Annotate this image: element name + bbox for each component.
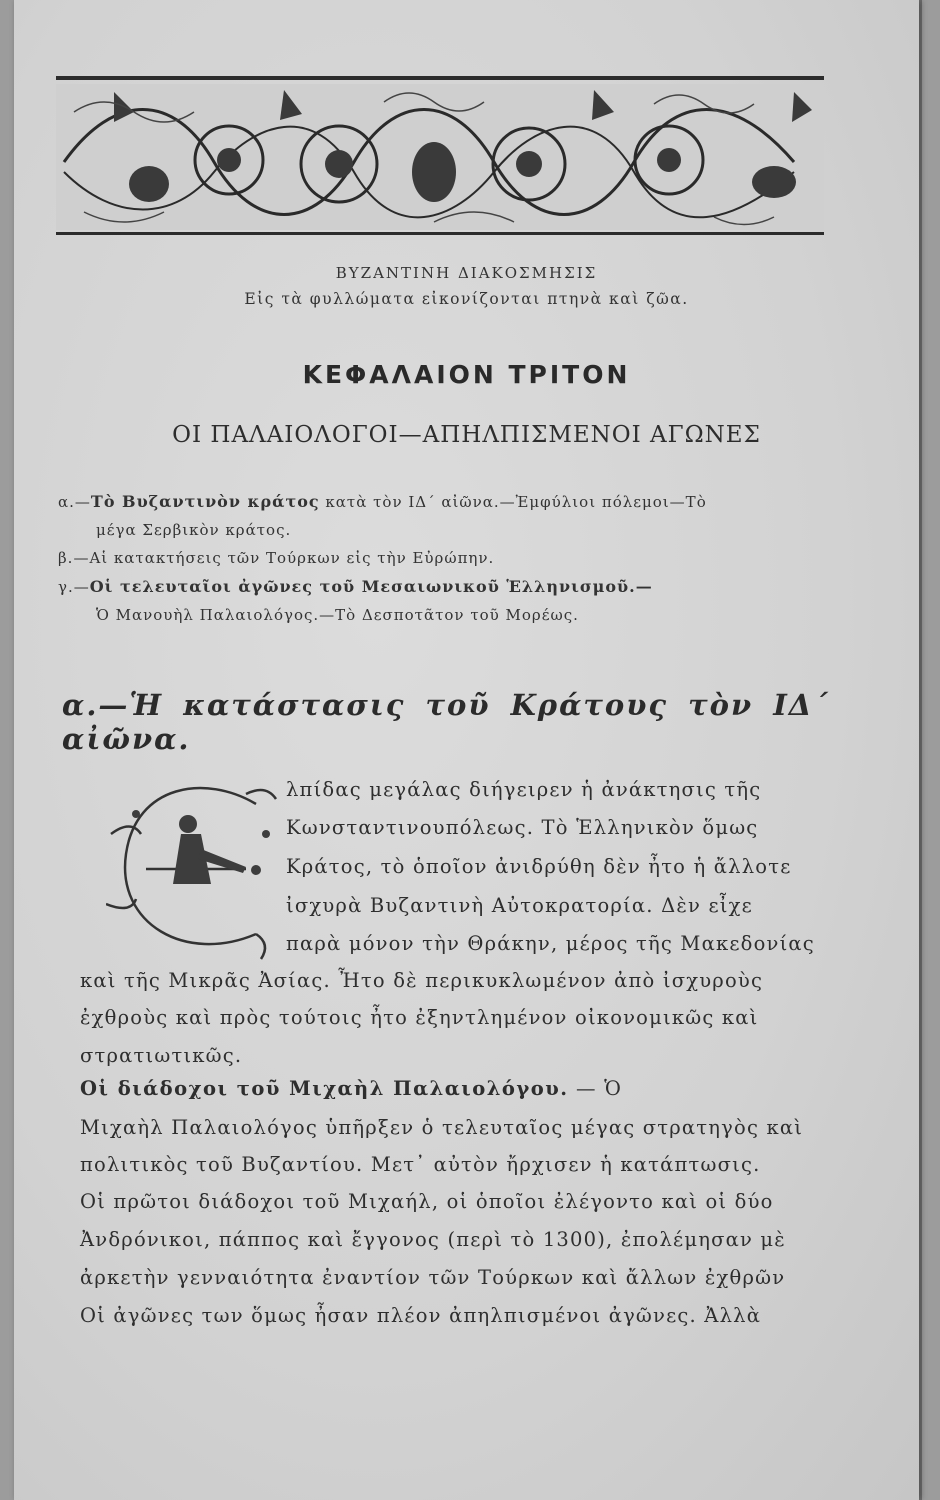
toc-item-c-marker: γ.— bbox=[58, 578, 90, 596]
toc-item-a-continued: μέγα Σερβικὸν κράτος. bbox=[96, 521, 292, 539]
toc-item-a-bold: Τὸ Βυζαντινὸν κράτος bbox=[90, 492, 320, 511]
ornament-caption-text: Εἰς τὰ φυλλώματα εἰκονίζονται πτηνὰ καὶ ζῶα. bbox=[244, 290, 689, 308]
body-line: Οἱ πρῶτοι διάδοχοι τοῦ Μιχαήλ, οἱ ὁποῖοι ἐλέγοντο καὶ οἱ δύο bbox=[80, 1190, 774, 1213]
byzantine-ornament-frieze bbox=[54, 72, 826, 244]
toc-item-c-bold: Οἱ τελευταῖοι ἀγῶνες τοῦ Μεσαιωνικοῦ Ἑλληνισμοῦ.— bbox=[89, 577, 653, 596]
body-line: Κωνσταντινουπόλεως. Τὸ Ἑλληνικὸν ὅμως bbox=[286, 816, 759, 839]
chapter-heading: ΚΕΦΑΛΑΙΟΝ ΤΡΙΤΟΝ bbox=[302, 360, 631, 389]
body-line: καὶ τῆς Μικρᾶς Ἀσίας. Ἦτο δὲ περικυκλωμένον ἀπὸ ἰσχυροὺς bbox=[80, 969, 764, 992]
ornament-caption-title: ΒΥΖΑΝΤΙΝΗ ΔΙΑΚΟΣΜΗΣΙΣ bbox=[335, 264, 598, 282]
body-line: ἰσχυρὰ Βυζαντινὴ Αὐτοκρατορία. Δὲν εἶχε bbox=[286, 894, 753, 917]
body-line: ἀρκετὴν γενναιότητα ἐναντίον τῶν Τούρκων καὶ ἄλλων ἐχθρῶν bbox=[80, 1266, 786, 1289]
runin-heading: Οἱ διάδοχοι τοῦ Μιχαὴλ Παλαιολόγου. bbox=[80, 1077, 569, 1100]
book-page bbox=[14, 0, 919, 1500]
runin-heading-rest: — Ὁ bbox=[568, 1077, 623, 1100]
toc-item-c-continued: Ὁ Μανουὴλ Παλαιολόγος.—Τὸ Δεσποτᾶτον τοῦ Μορέως. bbox=[96, 606, 579, 624]
toc-item-a-rest: κατὰ τὸν ΙΔ΄ αἰῶνα.—Ἐμφύλιοι πόλεμοι—Τὸ bbox=[319, 493, 707, 511]
runin-heading-line bbox=[80, 1077, 838, 1100]
body-line: στρατιωτικῶς. bbox=[80, 1044, 243, 1067]
body-line: παρὰ μόνον τὴν Θράκην, μέρος τῆς Μακεδονίας bbox=[286, 932, 815, 955]
body-line: Μιχαὴλ Παλαιολόγος ὑπῆρξεν ὁ τελευταῖος μέγας στρατηγὸς καὶ bbox=[80, 1116, 804, 1139]
body-line: λπίδας μεγάλας διήγειρεν ἡ ἀνάκτησις τῆς bbox=[286, 778, 762, 801]
toc-item-c bbox=[58, 577, 858, 596]
body-line: Ἀνδρόνικοι, πάππος καὶ ἔγγονος (περὶ τὸ 1300), ἐπολέμησαν μὲ bbox=[80, 1228, 786, 1251]
chapter-title: ΟΙ ΠΑΛΑΙΟΛΟΓΟΙ—ΑΠΗΛΠΙΣΜΕΝΟΙ ΑΓΩΝΕΣ bbox=[172, 422, 761, 448]
body-line: Κράτος, τὸ ὁποῖον ἀνιδρύθη δὲν ἦτο ἡ ἄλλοτε bbox=[286, 855, 792, 878]
decorated-initial-letter bbox=[106, 774, 282, 964]
body-line: Οἱ ἀγῶνες των ὅμως ἦσαν πλέον ἀπηλπισμένοι ἀγῶνες. Ἀλλὰ bbox=[80, 1304, 762, 1327]
body-line: ἐχθροὺς καὶ πρὸς τούτοις ἦτο ἐξηντλημένον οἰκονομικῶς καὶ bbox=[80, 1006, 759, 1029]
toc-item-a bbox=[58, 492, 858, 511]
body-line: πολιτικὸς τοῦ Βυζαντίου. Μετ᾽ αὐτὸν ἤρχισεν ἡ κατάπτωσις. bbox=[80, 1153, 761, 1176]
toc-item-a-marker: α.— bbox=[58, 493, 91, 511]
toc-item-b: β.—Αἱ κατακτήσεις τῶν Τούρκων εἰς τὴν Εὐρώπην. bbox=[58, 549, 495, 567]
section-heading: α.—Ἡ κατάστασις τοῦ Κράτους τὸν ΙΔ΄ αἰῶνα. bbox=[62, 688, 830, 756]
